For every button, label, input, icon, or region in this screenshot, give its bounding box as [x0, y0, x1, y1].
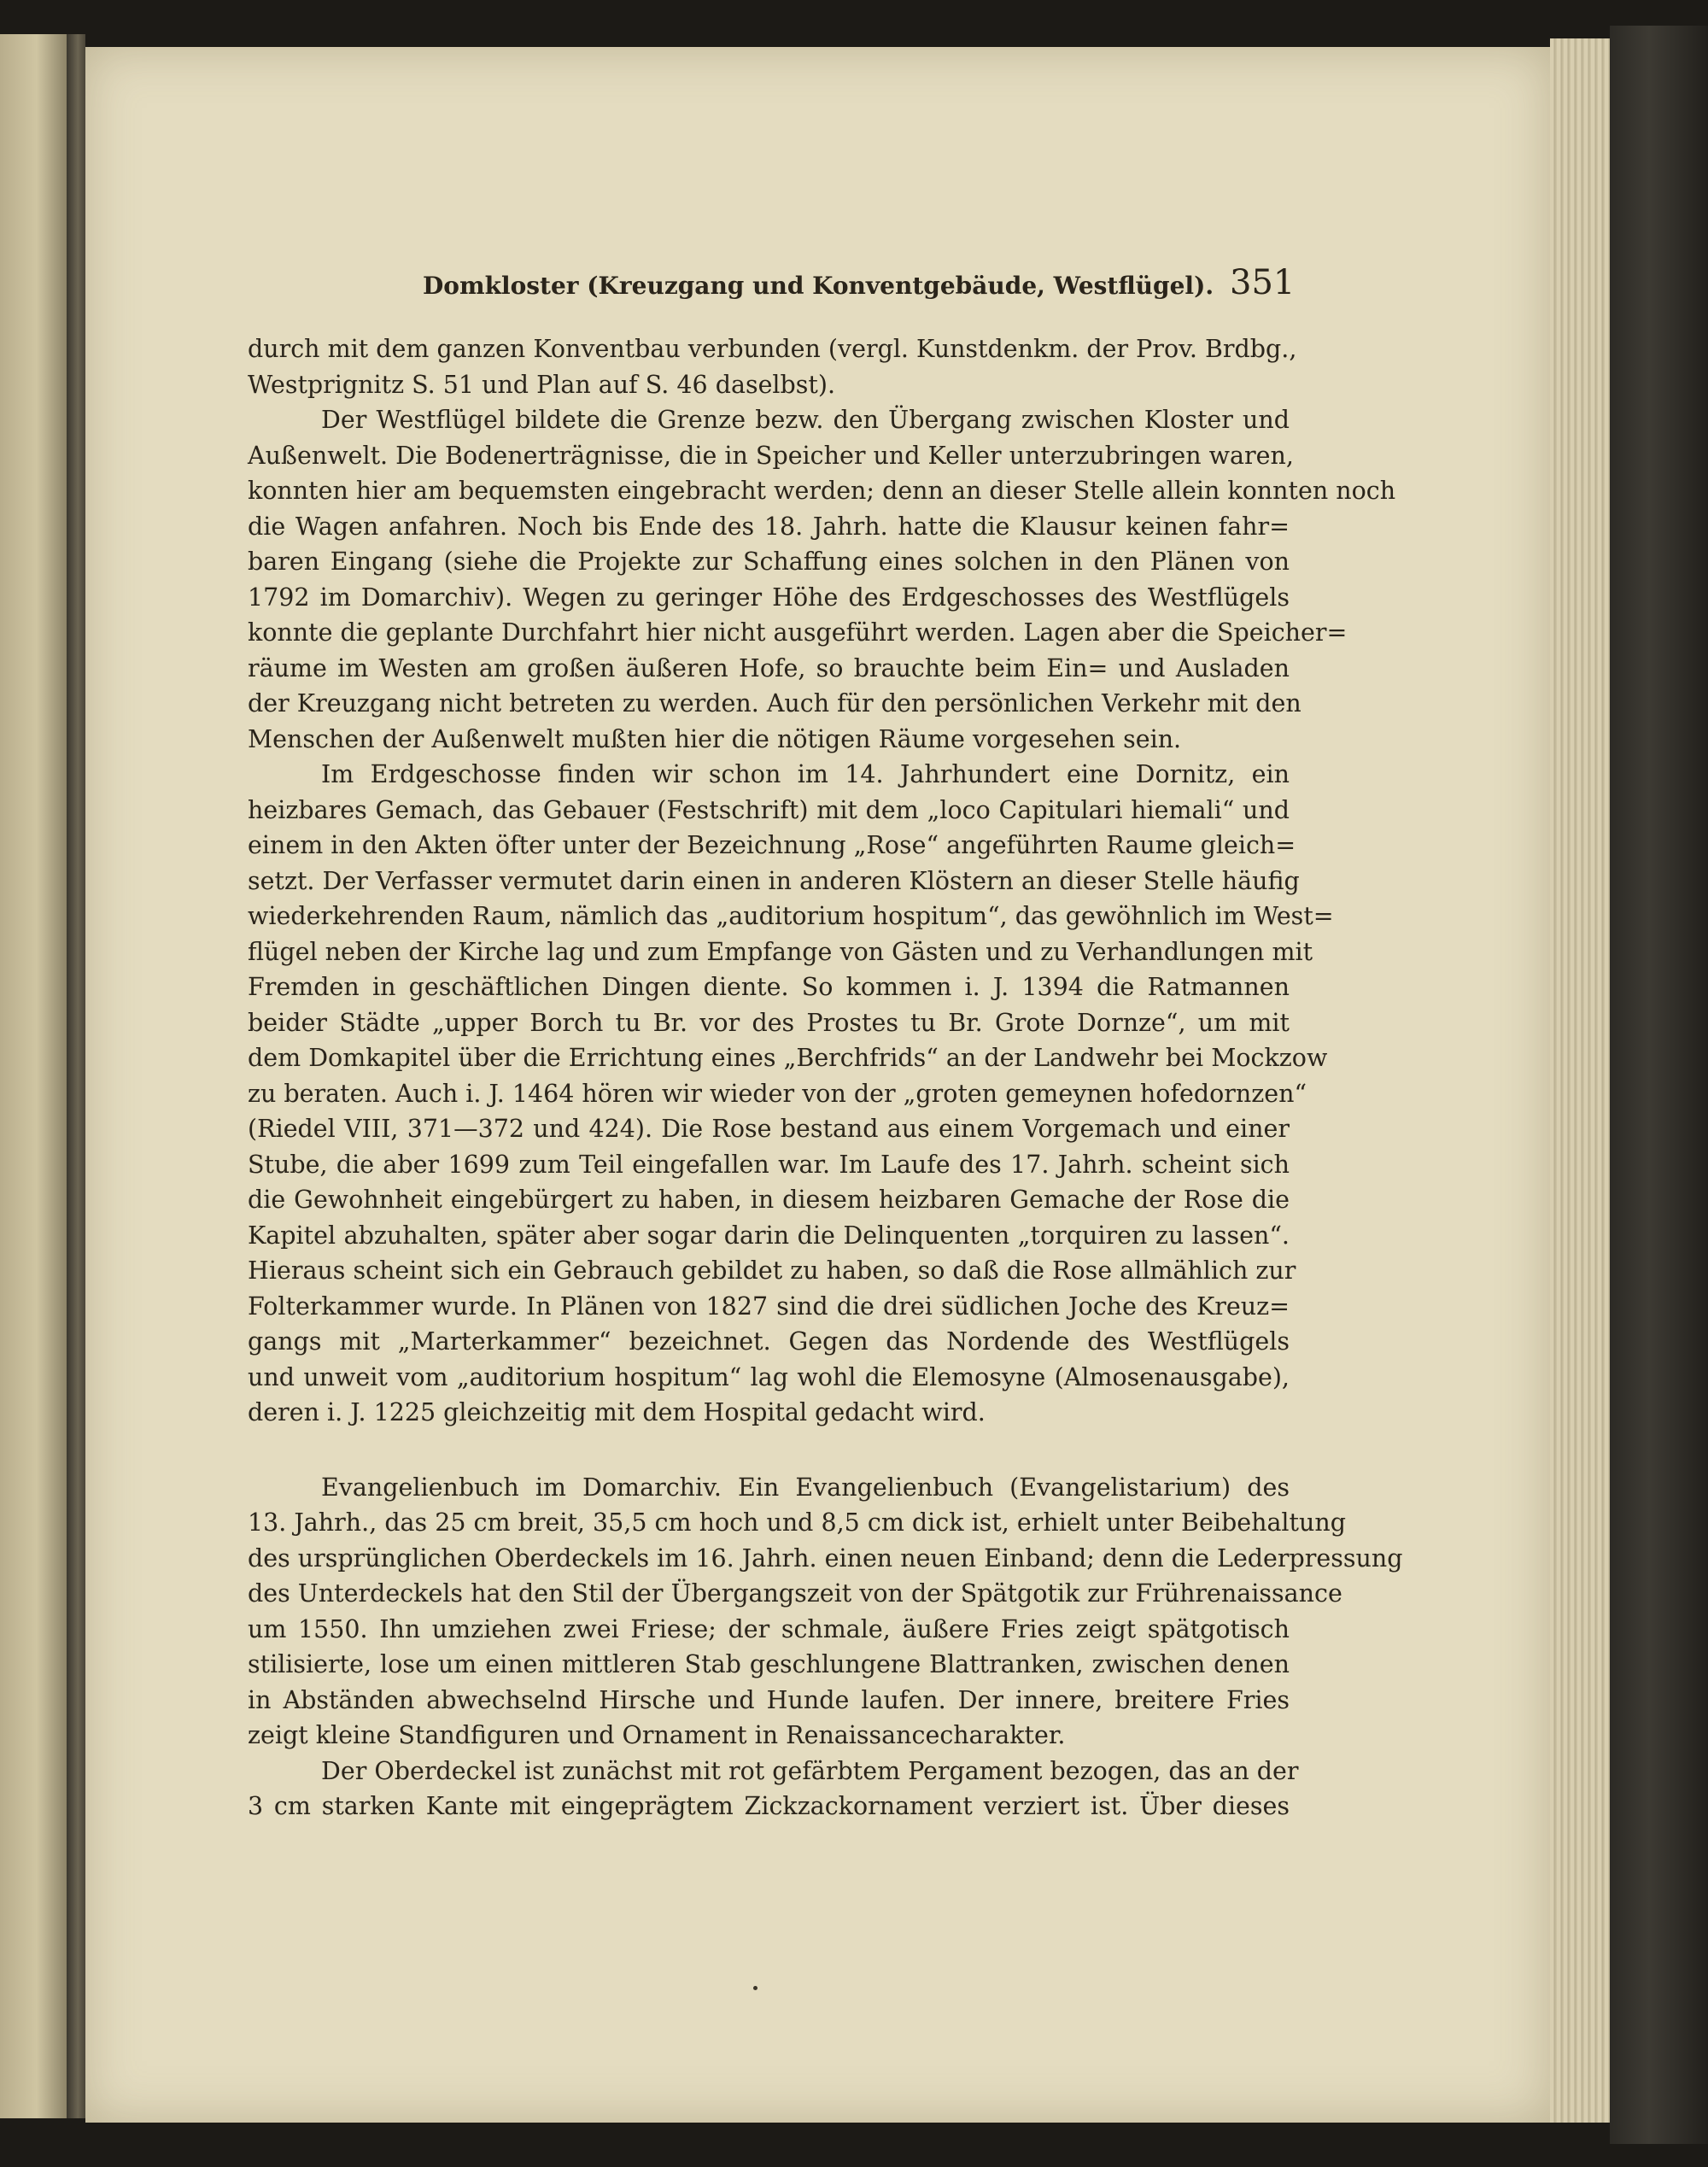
text-line: der Kreuzgang nicht betreten zu werden. Auch für den persönlichen Verkehr mit den	[248, 689, 1301, 717]
text-line: Stube, die aber 1699 zum Teil eingefallen war. Im Laufe des 17. Jahrh. scheint sich	[248, 1150, 1290, 1179]
text-line: zu beraten. Auch i. J. 1464 hören wir wieder von der „groten gemeynen hofedornzen“	[248, 1079, 1307, 1108]
text-line: dem Domkapitel über die Errichtung eines „Berchfrids“ an der Landwehr bei Mockzow	[248, 1044, 1328, 1072]
text-line: heizbares Gemach, das Gebauer (Festschrift) mit dem „loco Capitulari hiemali“ und	[248, 795, 1290, 824]
text-line: 3 cm starken Kante mit eingeprägtem Zickzackornament verziert ist. Über dieses	[248, 1792, 1290, 1820]
paragraph-gap	[248, 1431, 1290, 1470]
running-title: Domkloster (Kreuzgang und Konventgebäude, Westflügel).	[423, 272, 1214, 300]
text-line: wiederkehrenden Raum, nämlich das „auditorium hospitum“, das gewöhnlich im West=	[248, 902, 1334, 930]
text-line: Folterkammer wurde. In Plänen von 1827 sind die drei südlichen Joche des Kreuz=	[248, 1291, 1290, 1321]
text-line: Der Westflügel bildete die Grenze bezw. den Übergang zwischen Kloster und	[321, 406, 1290, 434]
text-line: Fremden in geschäftlichen Dingen diente. So kommen i. J. 1394 die Ratmannen	[248, 973, 1290, 1001]
text-line: und unweit vom „auditorium hospitum“ lag wohl die Elemosyne (Almosenausgabe),	[248, 1362, 1290, 1391]
text-line: des ursprünglichen Oberdeckels im 16. Jahrh. einen neuen Einband; denn die Lederpressung	[248, 1543, 1403, 1573]
text-line: in Abständen abwechselnd Hirsche und Hunde laufen. Der innere, breitere Fries	[248, 1685, 1290, 1714]
book-gutter	[67, 34, 85, 2118]
text-line: des Unterdeckels hat den Stil der Übergangszeit von der Spätgotik zur Frührenaissance	[248, 1579, 1342, 1608]
text-line: stilisierte, lose um einen mittleren Stab geschlungene Blattranken, zwischen denen	[248, 1650, 1290, 1678]
paragraph	[248, 402, 1396, 757]
book-cover-board	[1610, 26, 1708, 2144]
text-line: Westprignitz S. 51 und Plan auf S. 46 daselbst).	[248, 370, 836, 399]
text-line: 13. Jahrh., das 25 cm breit, 35,5 cm hoch und 8,5 cm dick ist, erhielt unter Beibehaltung	[248, 1508, 1346, 1537]
text-line: Außenwelt. Die Bodenerträgnisse, die in Speicher und Keller unterzubringen waren,	[248, 441, 1294, 470]
text-line: einem in den Akten öfter unter der Bezeichnung „Rose“ angeführten Raume gleich=	[248, 831, 1296, 859]
text-line: konnten hier am bequemsten eingebracht werden; denn an dieser Stelle allein konnten noch	[248, 477, 1396, 505]
text-line: setzt. Der Verfasser vermutet darin einen in anderen Klöstern an dieser Stelle häufig	[248, 866, 1300, 895]
paragraph	[248, 757, 1334, 1431]
text-line: (Riedel VIII, 371—372 und 424). Die Rose bestand aus einem Vorgemach und einer	[248, 1115, 1290, 1143]
text-line: deren i. J. 1225 gleichzeitig mit dem Hospital gedacht wird.	[248, 1398, 986, 1426]
text-line: durch mit dem ganzen Konventbau verbunden (vergl. Kunstdenkm. der Prov. Brdbg.,	[248, 335, 1297, 363]
page-speck	[753, 1986, 757, 1990]
text-line: um 1550. Ihn umziehen zwei Friese; der schmale, äußere Fries zeigt spätgotisch	[248, 1614, 1290, 1643]
text-line: gangs mit „Marterkammer“ bezeichnet. Gegen das Nordende des Westflügels	[248, 1327, 1290, 1356]
text-line: 1792 im Domarchiv). Wegen zu geringer Höhe des Erdgeschosses des Westflügels	[248, 583, 1290, 612]
text-line: beider Städte „upper Borch tu Br. vor des Prostes tu Br. Grote Dornze“, um mit	[248, 1008, 1290, 1037]
text-line: zeigt kleine Standfiguren und Ornament in Renaissancecharakter.	[248, 1721, 1066, 1749]
text-line: Kapitel abzuhalten, später aber sogar darin die Delinquenten „torquiren zu lassen“.	[248, 1221, 1290, 1250]
body-text	[248, 331, 1403, 1824]
text-line: Im Erdgeschosse finden wir schon im 14. Jahrhundert eine Dornitz, ein	[321, 760, 1290, 788]
text-line: baren Eingang (siehe die Projekte zur Schaffung eines solchen in den Plänen von	[248, 548, 1290, 576]
page-fore-edge	[1550, 38, 1610, 2123]
left-page-edge	[0, 34, 67, 2118]
paragraph	[248, 1754, 1299, 1824]
text-line: die Gewohnheit eingebürgert zu haben, in diesem heizbaren Gemache der Rose die	[248, 1186, 1290, 1214]
text-line: flügel neben der Kirche lag und zum Empfange von Gästen und zu Verhandlungen mit	[248, 937, 1313, 966]
running-header	[423, 272, 1277, 314]
paragraph	[248, 331, 1297, 402]
text-line: Hieraus scheint sich ein Gebrauch gebildet zu haben, so daß die Rose allmählich zur	[248, 1256, 1296, 1285]
text-line: Evangelienbuch im Domarchiv. Ein Evangelienbuch (Evangelistarium) des	[321, 1473, 1290, 1502]
text-line: Menschen der Außenwelt mußten hier die nötigen Räume vorgesehen sein.	[248, 724, 1182, 753]
paragraph	[248, 1470, 1403, 1754]
text-line: Der Oberdeckel ist zunächst mit rot gefärbtem Pergament bezogen, das an der	[321, 1756, 1299, 1785]
page-number: 351	[1230, 263, 1296, 302]
text-line: die Wagen anfahren. Noch bis Ende des 18. Jahrh. hatte die Klausur keinen fahr=	[248, 512, 1290, 541]
text-line: konnte die geplante Durchfahrt hier nicht ausgeführt werden. Lagen aber die Speicher=	[248, 618, 1348, 647]
text-line: räume im Westen am großen äußeren Hofe, so brauchte beim Ein= und Ausladen	[248, 653, 1290, 682]
